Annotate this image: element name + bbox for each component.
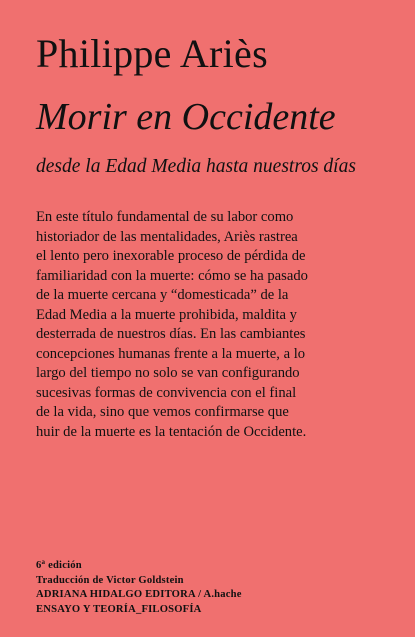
blurb-line: largo del tiempo no solo se van configurando <box>36 365 300 381</box>
publisher-line: ADRIANA HIDALGO EDITORA / A.hache <box>36 589 242 600</box>
book-title: Morir en Occidente <box>36 96 336 138</box>
blurb-line: huir de la muerte es la tentación de Occidente. <box>36 423 307 440</box>
credits-block <box>36 555 242 617</box>
blurb-line: de la vida, sino que vemos confirmarse que <box>36 404 289 420</box>
collection-line: ENSAYO Y TEORÍA_FILOSOFÍA <box>36 603 202 615</box>
blurb-line: de la muerte cercana y “domesticada” de la <box>36 287 289 303</box>
blurb-line: familiaridad con la muerte: cómo se ha pasado <box>36 267 308 284</box>
edition-number: 6 <box>36 560 42 571</box>
edition-label: edición <box>48 560 82 571</box>
edition-line <box>36 555 242 574</box>
blurb-line: historiador de las mentalidades, Ariès rastrea <box>36 228 298 245</box>
blurb-line: el lento pero inexorable proceso de pérdida de <box>36 248 306 264</box>
blurb-line: Edad Media a la muerte prohibida, maldita y <box>36 306 297 323</box>
edition-superscript: a <box>41 558 46 566</box>
blurb-line: En este título fundamental de su labor como <box>36 209 294 225</box>
translation-credit: Traducción de Victor Goldstein <box>36 574 184 586</box>
blurb-line: sucesivas formas de convivencia con el final <box>36 384 297 401</box>
author-name: Philippe Ariès <box>36 31 268 76</box>
blurb-line: concepciones humanas frente a la muerte, a lo <box>36 345 306 362</box>
book-subtitle: desde la Edad Media hasta nuestros días <box>36 156 356 177</box>
synopsis-blurb <box>36 208 381 442</box>
blurb-line: desterrada de nuestros días. En las cambiantes <box>36 326 306 342</box>
